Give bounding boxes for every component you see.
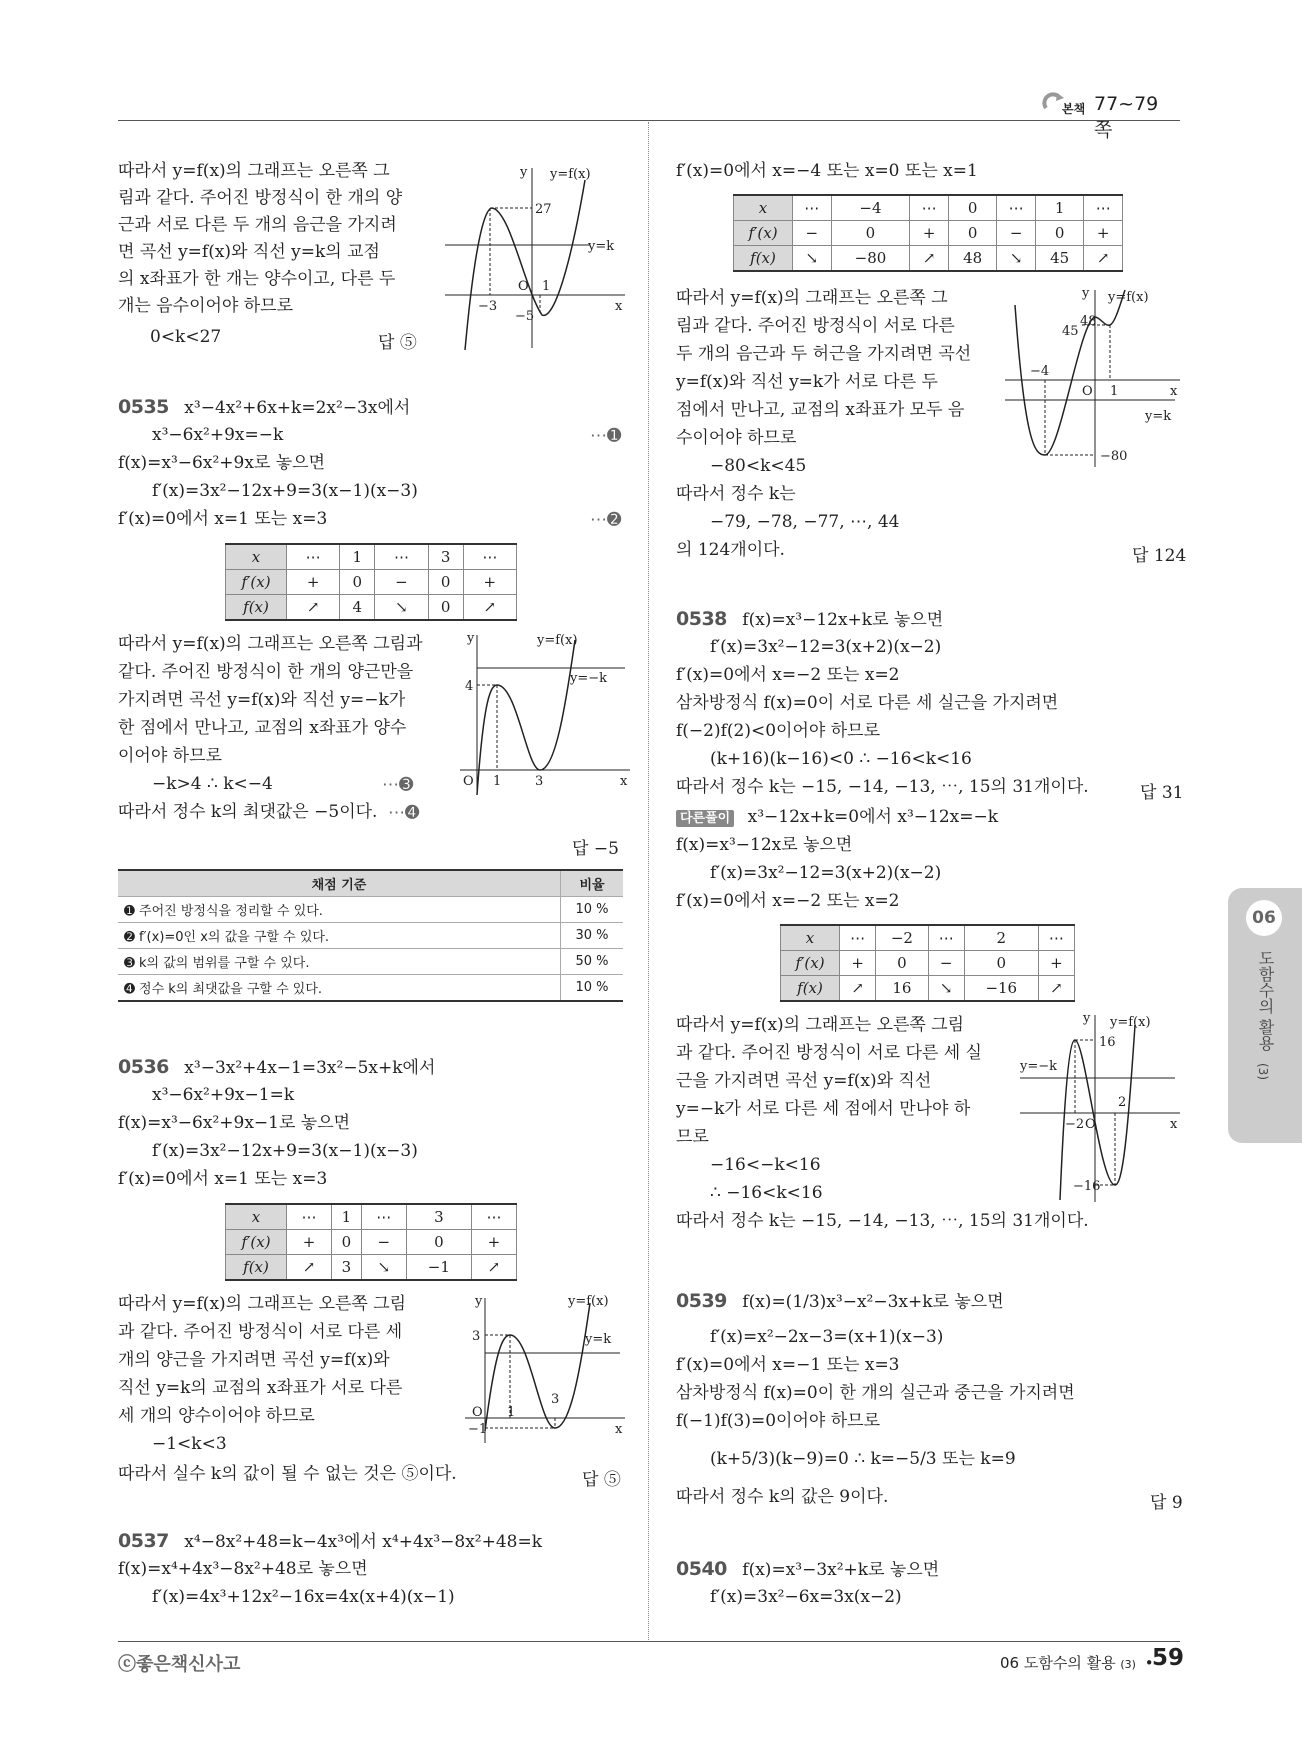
text-line: f′(x)=3x²−12x+9=3(x−1)(x−3) bbox=[152, 1141, 418, 1161]
table-cell: 45 bbox=[1035, 246, 1083, 272]
problem-number: 0539 bbox=[676, 1290, 727, 1312]
q0538 bbox=[676, 608, 943, 631]
table-cell: ➊ 주어진 방정식을 정리할 수 있다. bbox=[118, 897, 561, 923]
axis-y-label: y bbox=[467, 631, 475, 646]
table-cell: ↗ bbox=[287, 1255, 332, 1281]
table-cell: ⋯ bbox=[361, 1204, 406, 1230]
publisher-logo: ⓒ좋은책신사고 bbox=[118, 1654, 241, 1675]
line-label: y=k bbox=[585, 1332, 612, 1347]
tick-label: 3 bbox=[472, 1329, 481, 1344]
text-line: f(x)=x³−6x²+9x−1로 놓으면 bbox=[118, 1113, 351, 1133]
text-line: 한 점에서 만나고, 교점의 x좌표가 양수 bbox=[118, 718, 407, 738]
text-line: 세 개의 양수이어야 하므로 bbox=[118, 1406, 315, 1426]
footer-rule bbox=[118, 1641, 1180, 1642]
text-line: 따라서 y=f(x)의 그래프는 오른쪽 그림 bbox=[118, 1294, 407, 1314]
tick-label: 1 bbox=[1110, 384, 1119, 399]
tick-label: 1 bbox=[493, 774, 502, 789]
tick-label: −16 bbox=[1073, 1179, 1101, 1194]
table-cell: −16 bbox=[964, 976, 1038, 1002]
table-cell: 1 bbox=[332, 1204, 362, 1230]
text-line: (k+5/3)(k−9)=0 ∴ k=−5/3 또는 k=9 bbox=[710, 1449, 1016, 1469]
tick-label: 3 bbox=[535, 774, 544, 789]
tick-label: 3 bbox=[551, 1392, 560, 1407]
text-line: 림과 같다. 주어진 방정식이 서로 다른 bbox=[676, 316, 955, 336]
axis-y-label: y bbox=[520, 165, 528, 180]
text-line: 따라서 정수 k의 값은 9이다. bbox=[676, 1487, 889, 1507]
footer-chapter-sub: (3) bbox=[1120, 1658, 1136, 1671]
curve-label: y=f(x) bbox=[550, 167, 591, 182]
answer-label: 답 ⑤ bbox=[582, 1470, 621, 1490]
text-line: f′(x)=0에서 x=−2 또는 x=2 bbox=[676, 665, 900, 685]
text-line: f(−2)f(2)<0이어야 하므로 bbox=[676, 721, 880, 741]
table-cell: 16 bbox=[876, 976, 928, 1002]
table-cell: f′(x) bbox=[781, 951, 840, 976]
text-line: f(x)=x³−3x²+k로 놓으면 bbox=[742, 1560, 940, 1580]
table-cell: ↗ bbox=[463, 595, 516, 621]
text-line: 과 같다. 주어진 방정식이 서로 다른 세 실 bbox=[676, 1043, 982, 1063]
table-cell: ⋯ bbox=[287, 1204, 332, 1230]
table-cell: 50 % bbox=[561, 949, 624, 975]
q0535 bbox=[118, 396, 410, 419]
table-cell: − bbox=[997, 221, 1036, 246]
table-cell: ⋯ bbox=[910, 195, 949, 221]
table-cell: + bbox=[287, 570, 340, 595]
table-cell: ⋯ bbox=[840, 925, 876, 951]
tick-label: 16 bbox=[1099, 1035, 1116, 1050]
text-line: y=f(x)와 직선 y=k가 서로 다른 두 bbox=[676, 372, 938, 392]
table-cell: ⋯ bbox=[1038, 925, 1074, 951]
curve-label: y=f(x) bbox=[568, 1294, 609, 1309]
origin-label: O bbox=[1085, 1117, 1096, 1132]
table-cell: ⋯ bbox=[1084, 195, 1123, 221]
text-line: 이어야 하므로 bbox=[118, 746, 222, 766]
step-mark: ⋯➋ bbox=[590, 510, 622, 530]
q0539 bbox=[676, 1290, 1004, 1313]
text-line: f(x)=x⁴+4x³−8x²+48로 놓으면 bbox=[118, 1559, 368, 1579]
text-line: 므로 bbox=[676, 1127, 709, 1147]
table-cell: − bbox=[793, 221, 832, 246]
curve-label: y=f(x) bbox=[537, 633, 578, 648]
table-cell: + bbox=[840, 951, 876, 976]
text-line: f(x)=x³−12x+k로 놓으면 bbox=[742, 610, 944, 630]
table-cell: 0 bbox=[964, 951, 1038, 976]
table-cell: 48 bbox=[948, 246, 996, 272]
table-header: 채점 기준 bbox=[118, 870, 561, 897]
table-cell: ⋯ bbox=[928, 925, 964, 951]
text-line: f′(x)=0에서 x=−1 또는 x=3 bbox=[676, 1355, 900, 1375]
step-mark: ⋯➌ bbox=[382, 775, 414, 795]
text-line: f′(x)=3x²−6x=3x(x−2) bbox=[710, 1587, 902, 1607]
table-cell: 3 bbox=[406, 1204, 471, 1230]
tick-label: −2 bbox=[1065, 1117, 1085, 1132]
table-cell: −1 bbox=[406, 1255, 471, 1281]
table-cell: −2 bbox=[876, 925, 928, 951]
tick-label: −1 bbox=[468, 1422, 488, 1437]
text-line: f′(x)=x²−2x−3=(x+1)(x−3) bbox=[710, 1327, 944, 1347]
graph-0536 bbox=[460, 1293, 630, 1448]
footer-chapter-title: 06 도함수의 활용 bbox=[1000, 1654, 1116, 1672]
table-cell: x bbox=[781, 925, 840, 951]
tick-label: 27 bbox=[535, 202, 552, 217]
table-cell: ↘ bbox=[793, 246, 832, 272]
origin-label: O bbox=[472, 1405, 483, 1420]
alt-solution bbox=[676, 806, 998, 830]
text-line: f(x)=x³−6x²+9x로 놓으면 bbox=[118, 453, 325, 473]
text-line: f′(x)=0에서 x=1 또는 x=3 bbox=[118, 509, 328, 529]
table-cell: −4 bbox=[831, 195, 910, 221]
q0536 bbox=[118, 1056, 435, 1079]
header-label: 본책 bbox=[1062, 102, 1086, 116]
variation-table-0535 bbox=[225, 543, 517, 621]
text-line: 개의 양근을 가지려면 곡선 y=f(x)와 bbox=[118, 1350, 390, 1370]
tick-label: 1 bbox=[507, 1405, 516, 1420]
problem-number: 0536 bbox=[118, 1056, 169, 1078]
problem-number: 0540 bbox=[676, 1558, 727, 1580]
table-cell: ➍ 정수 k의 최댓값을 구할 수 있다. bbox=[118, 975, 561, 1002]
table-cell: + bbox=[287, 1230, 332, 1255]
text-line: 따라서 실수 k의 값이 될 수 없는 것은 ⑤이다. bbox=[118, 1464, 457, 1484]
table-cell: 3 bbox=[428, 544, 463, 570]
axis-x-label: x bbox=[1170, 384, 1178, 399]
text-line: 0<k<27 bbox=[150, 327, 222, 347]
text-line: 면 곡선 y=f(x)와 직선 y=k의 교점 bbox=[118, 242, 380, 262]
table-cell: f(x) bbox=[226, 595, 287, 621]
table-cell: 2 bbox=[964, 925, 1038, 951]
table-cell: f(x) bbox=[226, 1255, 287, 1281]
table-cell: ⋯ bbox=[471, 1204, 516, 1230]
table-cell: 0 bbox=[340, 570, 375, 595]
table-cell: f′(x) bbox=[226, 570, 287, 595]
text-line: 따라서 y=f(x)의 그래프는 오른쪽 그림과 bbox=[118, 634, 423, 654]
table-cell: ⋯ bbox=[375, 544, 428, 570]
text-line: 따라서 y=f(x)의 그래프는 오른쪽 그림 bbox=[676, 1015, 965, 1035]
step-mark: ⋯➍ bbox=[388, 803, 420, 823]
answer-label: 답 31 bbox=[1140, 783, 1184, 803]
text-line: 따라서 y=f(x)의 그래프는 오른쪽 그 bbox=[676, 288, 948, 308]
text-line: 삼차방정식 f(x)=0이 한 개의 실근과 중근을 가지려면 bbox=[676, 1383, 1075, 1403]
tick-label: −4 bbox=[1030, 364, 1050, 379]
axis-x-label: x bbox=[1170, 1117, 1178, 1132]
axis-y-label: y bbox=[475, 1294, 483, 1309]
table-cell: 0 bbox=[406, 1230, 471, 1255]
page-number: 59 bbox=[1152, 1645, 1185, 1671]
text-line: 같다. 주어진 방정식이 한 개의 양근만을 bbox=[118, 662, 414, 682]
text-line: 따라서 정수 k의 최댓값은 −5이다. bbox=[118, 802, 378, 822]
text-line: 점에서 만나고, 교점의 x좌표가 모두 음 bbox=[676, 400, 965, 420]
table-cell: ⋯ bbox=[997, 195, 1036, 221]
table-cell: − bbox=[375, 570, 428, 595]
table-cell: −80 bbox=[831, 246, 910, 272]
table-cell: f′(x) bbox=[226, 1230, 287, 1255]
table-cell: ➋ f′(x)=0인 x의 값을 구할 수 있다. bbox=[118, 923, 561, 949]
tick-label: 48 bbox=[1080, 314, 1097, 329]
origin-label: O bbox=[463, 774, 474, 789]
axis-x-label: x bbox=[615, 299, 623, 314]
axis-x-label: x bbox=[620, 774, 628, 789]
tick-label: 45 bbox=[1062, 324, 1079, 339]
table-cell: 3 bbox=[332, 1255, 362, 1281]
tick-label: −80 bbox=[1100, 449, 1128, 464]
table-cell: + bbox=[1084, 221, 1123, 246]
text-line: 근을 가지려면 곡선 y=f(x)와 직선 bbox=[676, 1071, 932, 1091]
table-cell: ↗ bbox=[840, 976, 876, 1002]
table-cell: 0 bbox=[428, 595, 463, 621]
text-line: x³−3x²+4x−1=3x²−5x+k에서 bbox=[184, 1058, 436, 1078]
origin-label: O bbox=[1082, 384, 1093, 399]
table-cell: 0 bbox=[948, 221, 996, 246]
text-line: 두 개의 음근과 두 허근을 가지려면 곡선 bbox=[676, 344, 972, 364]
table-cell: 0 bbox=[332, 1230, 362, 1255]
graph-0535 bbox=[455, 630, 635, 795]
text-line: 따라서 y=f(x)의 그래프는 오른쪽 그 bbox=[118, 161, 390, 181]
text-line: f′(x)=3x²−12x+9=3(x−1)(x−3) bbox=[152, 481, 418, 501]
text-line: f′(x)=4x³+12x²−16x=4x(x+4)(x−1) bbox=[152, 1587, 455, 1607]
text-line: ∴ −16<k<16 bbox=[710, 1183, 823, 1203]
table-cell: ⋯ bbox=[793, 195, 832, 221]
table-cell: 1 bbox=[1035, 195, 1083, 221]
graph-0534 bbox=[440, 160, 630, 350]
table-header: 비율 bbox=[561, 870, 624, 897]
text-line: −1<k<3 bbox=[152, 1434, 227, 1454]
table-cell: ↗ bbox=[910, 246, 949, 272]
table-cell: + bbox=[463, 570, 516, 595]
text-line: 수이어야 하므로 bbox=[676, 428, 797, 448]
text-line: x³−12x+k=0에서 x³−12x=−k bbox=[747, 807, 999, 827]
text-line: x⁴−8x²+48=k−4x³에서 x⁴+4x³−8x²+48=k bbox=[184, 1532, 543, 1552]
text-line: f′(x)=0에서 x=1 또는 x=3 bbox=[118, 1169, 328, 1189]
table-cell: 10 % bbox=[561, 975, 624, 1002]
answer-label: 답 124 bbox=[1132, 546, 1187, 566]
tick-label: −5 bbox=[515, 309, 535, 324]
step-mark: ⋯➊ bbox=[590, 426, 622, 446]
text-line: 개는 음수이어야 하므로 bbox=[118, 296, 294, 316]
graph-0538 bbox=[1015, 1010, 1185, 1205]
table-cell: + bbox=[910, 221, 949, 246]
tick-label: 1 bbox=[542, 279, 551, 294]
column-divider bbox=[648, 122, 649, 1642]
scoring-table bbox=[118, 869, 623, 1002]
table-cell: ↘ bbox=[997, 246, 1036, 272]
text-line: 과 같다. 주어진 방정식이 서로 다른 세 bbox=[118, 1322, 403, 1342]
variation-table-0537 bbox=[733, 194, 1123, 272]
line-label: y=k bbox=[1145, 409, 1172, 424]
text-line: x³−6x²+9x=−k bbox=[152, 425, 284, 445]
text-line: 근과 서로 다른 두 개의 음근을 가지려 bbox=[118, 215, 397, 235]
chapter-title-vertical: 도함수의 활용 bbox=[1256, 950, 1275, 1052]
text-line: f(−1)f(3)=0이어야 하므로 bbox=[676, 1411, 880, 1431]
text-line: f′(x)=0에서 x=−2 또는 x=2 bbox=[676, 891, 900, 911]
line-label: y=−k bbox=[570, 671, 608, 686]
text-line: −16<−k<16 bbox=[710, 1155, 821, 1175]
alt-solution-tag: 다른풀이 bbox=[676, 810, 734, 827]
curve-label: y=f(x) bbox=[1108, 290, 1149, 305]
table-cell: ↗ bbox=[1084, 246, 1123, 272]
header-rule bbox=[118, 120, 1180, 121]
chapter-number-badge: 06 bbox=[1246, 900, 1282, 936]
text-line: 따라서 정수 k는 bbox=[676, 484, 796, 504]
table-cell: 0 bbox=[1035, 221, 1083, 246]
text-line: f(x)=(1/3)x³−x²−3x+k로 놓으면 bbox=[742, 1292, 1004, 1312]
tick-label: 4 bbox=[465, 679, 474, 694]
table-cell: f(x) bbox=[734, 246, 793, 272]
table-cell: ↘ bbox=[375, 595, 428, 621]
problem-number: 0538 bbox=[676, 608, 727, 630]
table-cell: ↗ bbox=[287, 595, 340, 621]
problem-number: 0535 bbox=[118, 396, 169, 418]
text-line: −80<k<45 bbox=[710, 456, 807, 476]
table-cell: 0 bbox=[948, 195, 996, 221]
variation-table-0536 bbox=[225, 1203, 517, 1281]
table-cell: ➌ k의 값의 범위를 구할 수 있다. bbox=[118, 949, 561, 975]
text-line: 의 x좌표가 한 개는 양수이고, 다른 두 bbox=[118, 269, 396, 289]
text-line: 의 124개이다. bbox=[676, 540, 785, 560]
table-cell: − bbox=[361, 1230, 406, 1255]
axis-y-label: y bbox=[1082, 286, 1090, 301]
table-cell: ↗ bbox=[1038, 976, 1074, 1002]
table-cell: 0 bbox=[831, 221, 910, 246]
table-cell: 30 % bbox=[561, 923, 624, 949]
table-cell: 1 bbox=[340, 544, 375, 570]
text-line: f(x)=x³−12x로 놓으면 bbox=[676, 835, 853, 855]
text-line: f′(x)=3x²−12=3(x+2)(x−2) bbox=[710, 863, 942, 883]
answer-label: 답 9 bbox=[1150, 1493, 1183, 1513]
q0537 bbox=[118, 1530, 542, 1553]
table-cell: − bbox=[928, 951, 964, 976]
text-line: (k+16)(k−16)<0 ∴ −16<k<16 bbox=[710, 749, 972, 769]
text-line: y=−k가 서로 다른 세 점에서 만나야 하 bbox=[676, 1099, 971, 1119]
text-line: −79, −78, −77, ⋯, 44 bbox=[710, 512, 900, 532]
text-line: −k>4 ∴ k<−4 bbox=[152, 774, 273, 794]
table-cell: f′(x) bbox=[734, 221, 793, 246]
text-line: 따라서 정수 k는 −15, −14, −13, ⋯, 15의 31개이다. bbox=[676, 777, 1089, 797]
graph-0537 bbox=[1000, 285, 1185, 470]
table-cell: ⋯ bbox=[287, 544, 340, 570]
table-cell: f(x) bbox=[781, 976, 840, 1002]
text-line: 가지려면 곡선 y=f(x)와 직선 y=−k가 bbox=[118, 690, 406, 710]
text-line: f′(x)=0에서 x=−4 또는 x=0 또는 x=1 bbox=[676, 161, 978, 181]
table-cell: x bbox=[226, 1204, 287, 1230]
header bbox=[1040, 90, 1170, 141]
answer-label: 답 ⑤ bbox=[378, 333, 417, 353]
chapter-side-tab[interactable] bbox=[1228, 888, 1302, 1143]
footer-chapter bbox=[1000, 1652, 1158, 1673]
text-line: f′(x)=3x²−12=3(x+2)(x−2) bbox=[710, 637, 942, 657]
table-cell: ↘ bbox=[928, 976, 964, 1002]
table-cell: ↘ bbox=[361, 1255, 406, 1281]
table-cell: 10 % bbox=[561, 897, 624, 923]
text-line: 따라서 정수 k는 −15, −14, −13, ⋯, 15의 31개이다. bbox=[676, 1211, 1089, 1231]
curve-label: y=f(x) bbox=[1110, 1015, 1151, 1030]
header-pages: 77~79쪽 bbox=[1094, 93, 1159, 141]
text-line: x³−6x²+9x−1=k bbox=[152, 1085, 295, 1105]
axis-y-label: y bbox=[1083, 1011, 1091, 1026]
line-label: y=k bbox=[588, 239, 615, 254]
text-line: 림과 같다. 주어진 방정식이 한 개의 양 bbox=[118, 188, 403, 208]
footer-bullet: • bbox=[1144, 1654, 1154, 1672]
table-cell: x bbox=[734, 195, 793, 221]
axis-x-label: x bbox=[615, 1422, 623, 1437]
text-line: 직선 y=k의 교점의 x좌표가 서로 다른 bbox=[118, 1378, 403, 1398]
text-line: 삼차방정식 f(x)=0이 서로 다른 세 실근을 가지려면 bbox=[676, 693, 1059, 713]
problem-number: 0537 bbox=[118, 1530, 169, 1552]
variation-table-0538 bbox=[780, 924, 1075, 1002]
chapter-sub-vertical: (3) bbox=[1256, 1063, 1270, 1080]
table-cell: ⋯ bbox=[463, 544, 516, 570]
table-cell: ↗ bbox=[471, 1255, 516, 1281]
table-cell: 0 bbox=[428, 570, 463, 595]
answer-label: 답 −5 bbox=[572, 839, 619, 859]
table-cell: + bbox=[1038, 951, 1074, 976]
table-cell: 0 bbox=[876, 951, 928, 976]
tick-label: 2 bbox=[1118, 1095, 1127, 1110]
tick-label: −3 bbox=[478, 299, 498, 314]
line-label: y=−k bbox=[1020, 1059, 1058, 1074]
q0540 bbox=[676, 1558, 939, 1581]
table-cell: x bbox=[226, 544, 287, 570]
text-line: x³−4x²+6x+k=2x²−3x에서 bbox=[184, 398, 411, 418]
origin-label: O bbox=[518, 279, 529, 294]
table-cell: 4 bbox=[340, 595, 375, 621]
table-cell: + bbox=[471, 1230, 516, 1255]
